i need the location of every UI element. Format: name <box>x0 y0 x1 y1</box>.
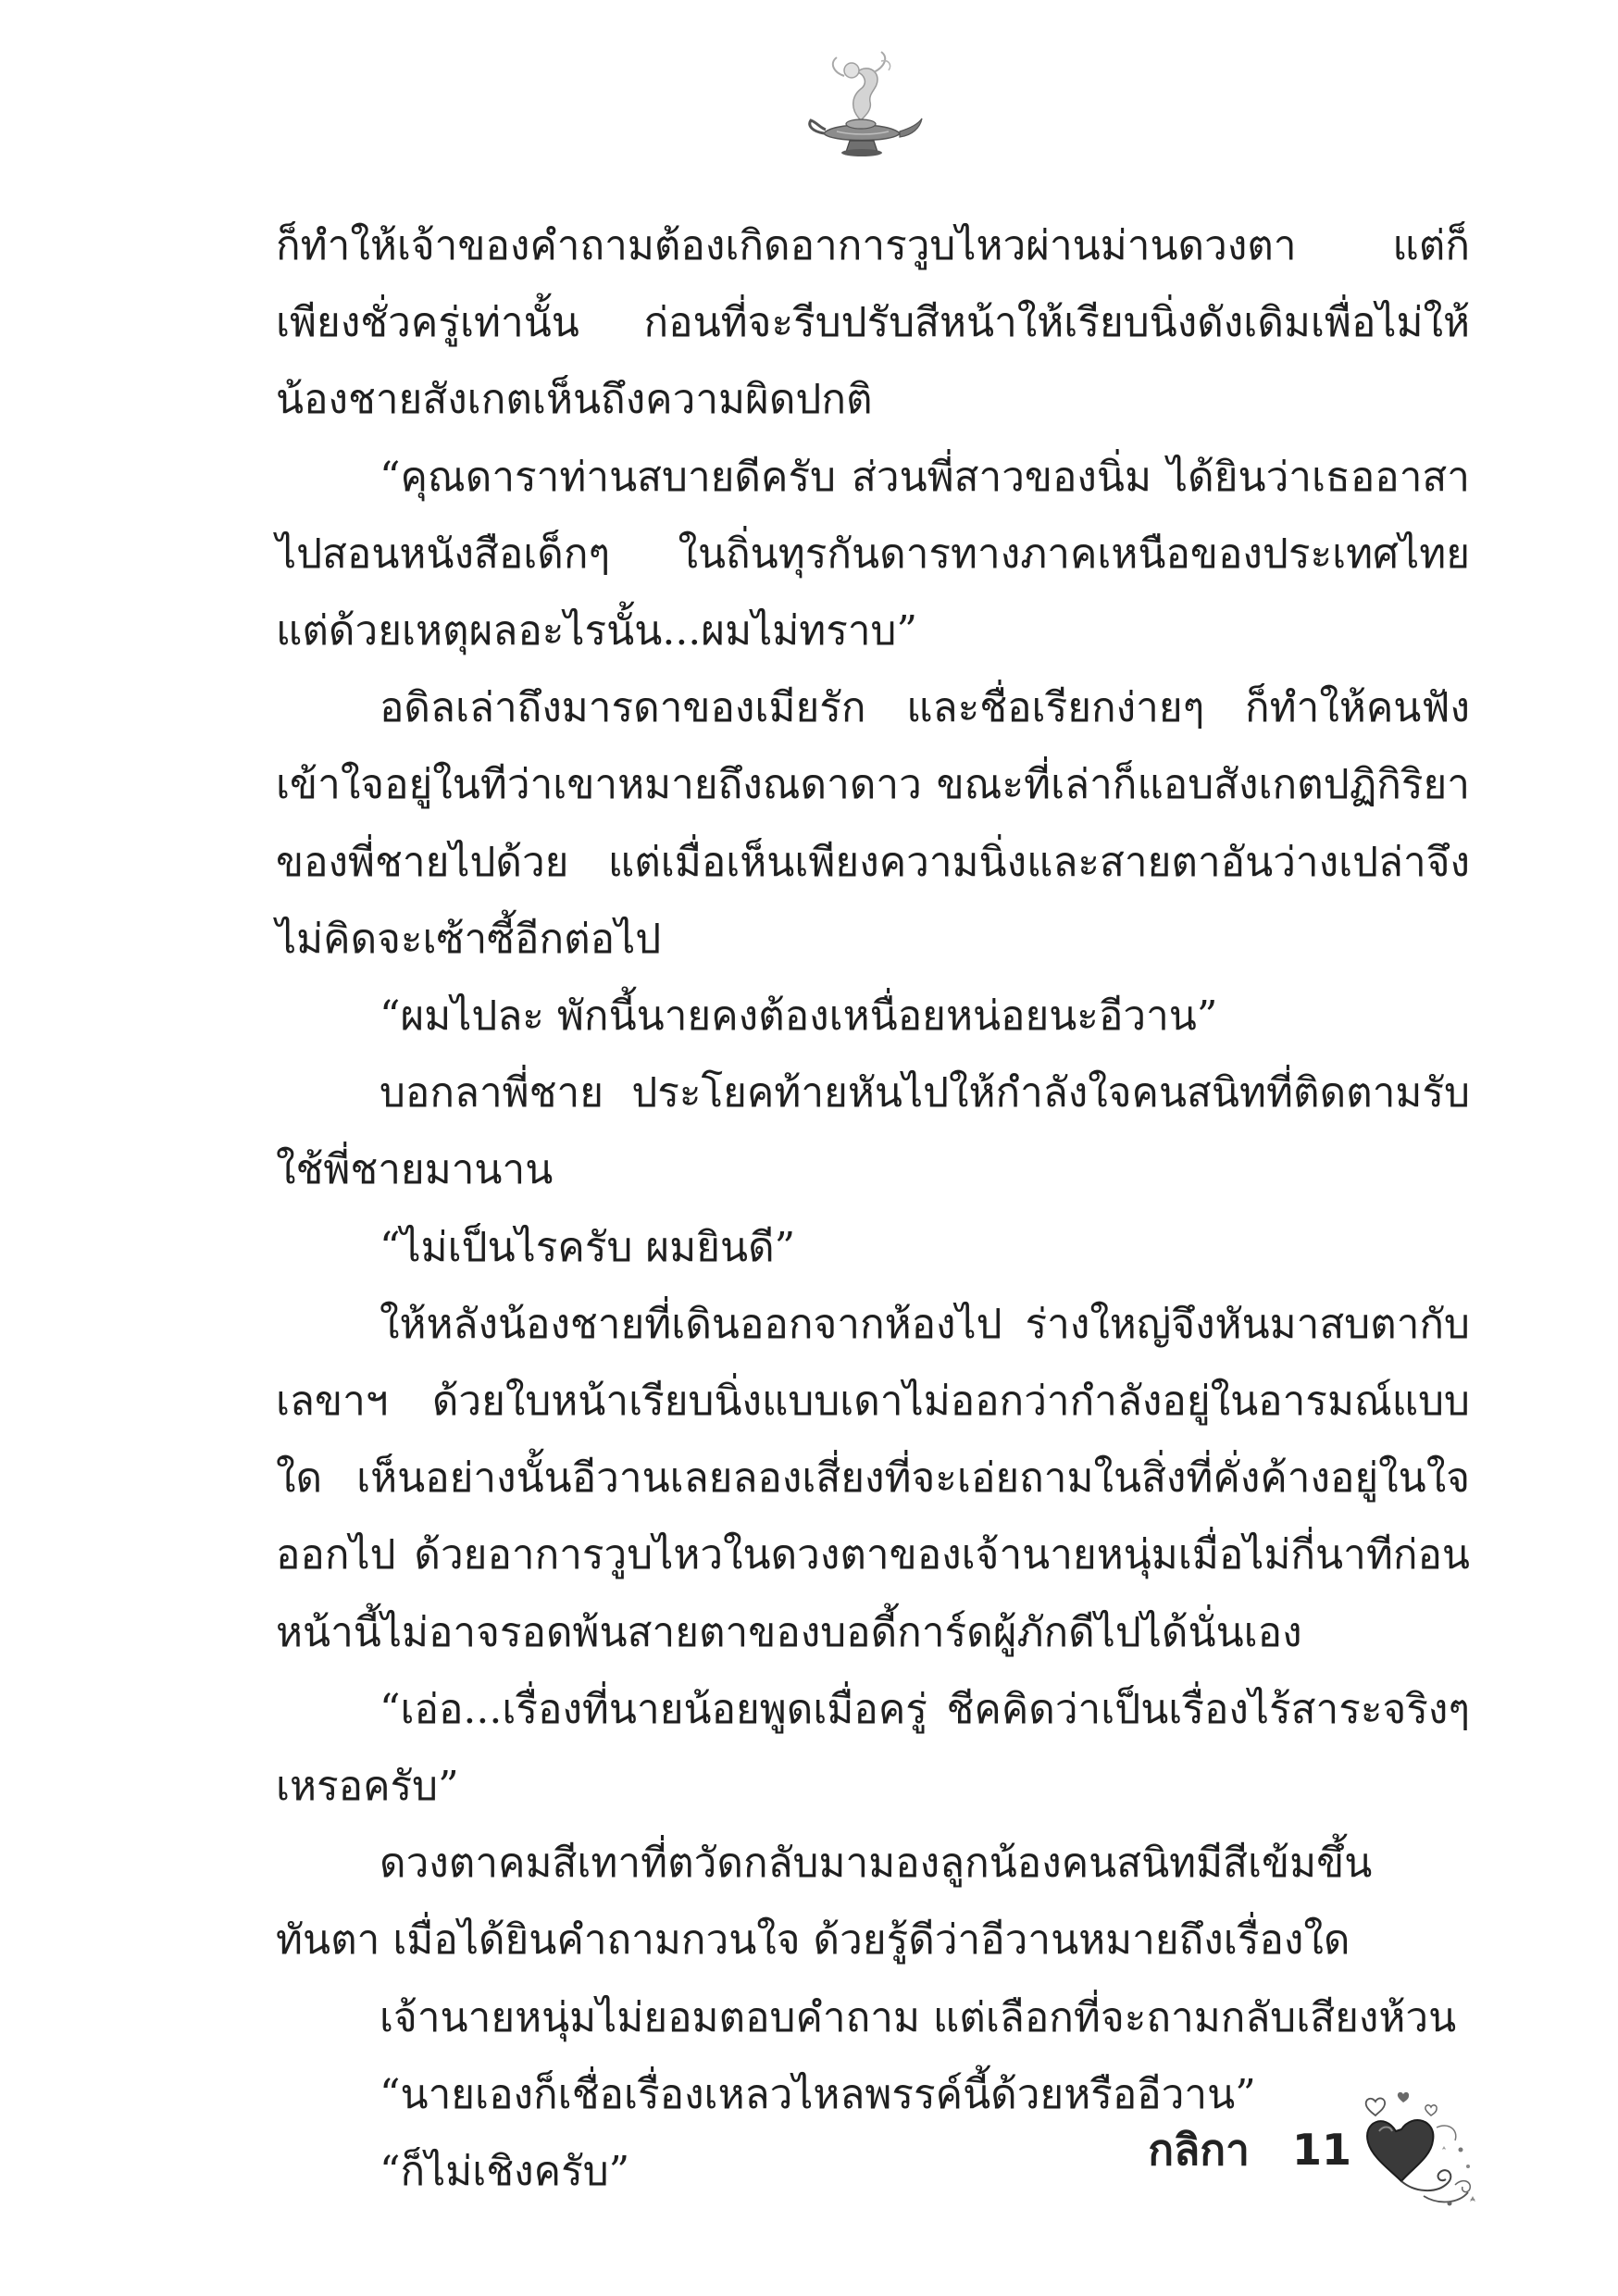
paragraph: บอกลาพี่ชาย ประโยคท้ายหันไปให้กำลังใจคนสนิทที่ติดตามรับใช้พี่ชายมานาน <box>276 1069 1470 1194</box>
heart-swirl-icon <box>1359 2085 1479 2215</box>
paragraph: “ก็ไม่เชิงครับ” <box>380 2148 630 2196</box>
paragraph: ดวงตาคมสีเทาที่ตวัดกลับมามองลูกน้องคนสนิทมีสีเข้มขึ้นทันตา เมื่อได้ยินคำถามกวนใจ ด้วยรู้ดีว่าอีวานหมายถึงเรื่องใด <box>276 1840 1373 1965</box>
book-title: กลิกา <box>1148 2124 1250 2175</box>
paragraph: ก็ทำให้เจ้าของคำถามต้องเกิดอาการวูบไหวผ่านม่านดวงตา แต่ก็เพียงชั่วครู่เท่านั้น ก่อนที่จะรีบปรับสีหน้าให้เรียบนิ่งดังเดิมเพื่อไม่ให้น้องชายสังเกตเห็นถึงความผิดปกติ <box>276 222 1470 424</box>
paragraph: “คุณดาราท่านสบายดีครับ ส่วนพี่สาวของนิ่ม ได้ยินว่าเธออาสาไปสอนหนังสือเด็กๆ ในถิ่นทุรกันดารทางภาคเหนือของประเทศไทย แต่ด้วยเหตุผลอะไรนั้น...ผมไม่ทราบ” <box>276 453 1470 655</box>
paragraph: ให้หลังน้องชายที่เดินออกจากห้องไป ร่างใหญ่จึงหันมาสบตากับเลขาฯ ด้วยใบหน้าเรียบนิ่งแบบเดาไม่ออกว่ากำลังอยู่ในอารมณ์แบบใด เห็นอย่างนั้นอีวานเลยลองเสี่ยงที่จะเอ่ยถามในสิ่งที่คั่งค้างอยู่ในใจออกไป ด้วยอาการวูบไหวในดวงตาของเจ้านายหนุ่มเมื่อไม่กี่นาทีก่อนหน้านี้ไม่อาจรอดพ้นสายตาของบอดี้การ์ดผู้ภักดีไปได้นั่นเอง <box>276 1300 1470 1656</box>
paragraph: อดิลเล่าถึงมารดาของเมียรัก และชื่อเรียกง่ายๆ ก็ทำให้คนฟังเข้าใจอยู่ในทีว่าเขาหมายถึงณดาดาว ขณะที่เล่าก็แอบสังเกตปฏิกิริยาของพี่ชายไปด้วย แต่เมื่อเห็นเพียงความนิ่งและสายตาอันว่างเปล่าจึงไม่คิดจะเซ้าซี้อีกต่อไป <box>276 684 1470 963</box>
paragraph: “ผมไปละ พักนี้นายคงต้องเหนื่อยหน่อยนะอีวาน” <box>380 992 1218 1041</box>
page-footer <box>1148 2085 1479 2215</box>
paragraph: “ไม่เป็นไรครับ ผมยินดี” <box>380 1223 796 1271</box>
body-text <box>276 207 1470 2210</box>
paragraph: “เอ่อ...เรื่องที่นายน้อยพูดเมื่อครู่ ชีคคิดว่าเป็นเรื่องไร้สาระจริงๆ เหรอครับ” <box>276 1685 1470 1811</box>
paragraph: เจ้านายหนุ่มไม่ยอมตอบคำถาม แต่เลือกที่จะถามกลับเสียงห้วน <box>380 1993 1457 2041</box>
lamp-genie-icon <box>796 48 926 168</box>
page-number: 11 <box>1291 2125 1351 2175</box>
paragraph: “นายเองก็เชื่อเรื่องเหลวไหลพรรค์นี้ด้วยหรืออีวาน” <box>380 2070 1256 2118</box>
